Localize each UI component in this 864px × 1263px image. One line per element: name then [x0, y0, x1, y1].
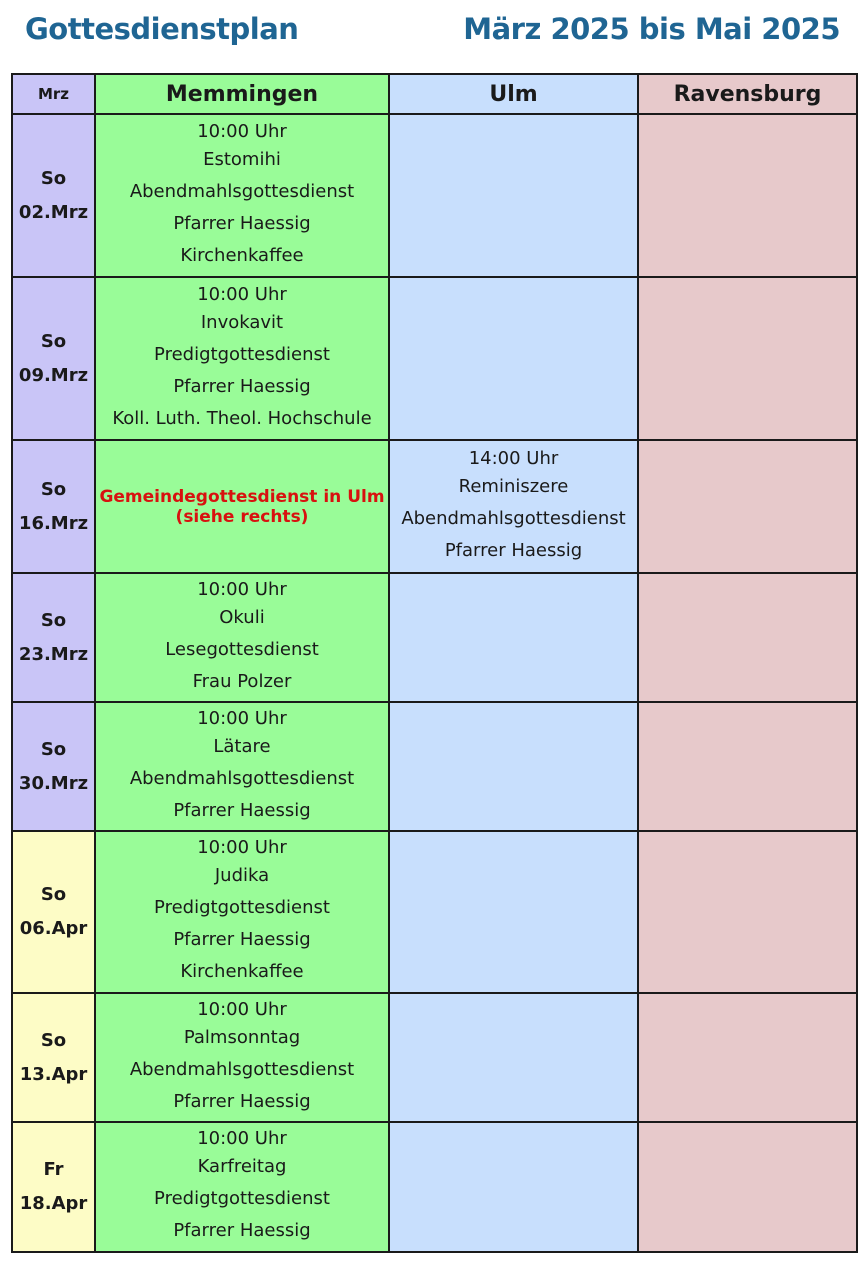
- service-detail: Invokavit: [200, 311, 284, 333]
- ulm-cell: [389, 114, 638, 277]
- weekday-label: So: [40, 167, 67, 189]
- service-entry: [96, 120, 388, 272]
- date-cell: [12, 1122, 95, 1252]
- weekday-label: So: [40, 738, 67, 760]
- note-line: Gemeindegottesdienst in Ulm: [99, 486, 385, 507]
- ulm-cell: [389, 573, 638, 702]
- table-row: [12, 440, 857, 573]
- redirect-note: [96, 487, 388, 527]
- service-detail: Predigtgottesdienst: [154, 897, 330, 918]
- service-time: 10:00 Uhr: [197, 707, 287, 729]
- service-detail: Estomihi: [203, 148, 281, 170]
- service-detail: Koll. Luth. Theol. Hochschule: [112, 407, 372, 429]
- service-detail: Karfreitag: [197, 1156, 287, 1177]
- table-row: [12, 1122, 857, 1252]
- service-time: 10:00 Uhr: [197, 578, 287, 600]
- service-entry: [96, 998, 388, 1118]
- service-detail: Lesegottesdienst: [165, 638, 319, 660]
- ravensburg-cell: [638, 1122, 857, 1252]
- service-time: 10:00 Uhr: [197, 998, 287, 1020]
- service-entry: [96, 707, 388, 827]
- service-entry: [96, 1127, 388, 1247]
- service-time: 10:00 Uhr: [197, 837, 287, 858]
- memmingen-cell: [95, 993, 389, 1122]
- table-row: [12, 573, 857, 702]
- weekday-label: So: [40, 1029, 67, 1051]
- date-label: 02.Mrz: [18, 201, 89, 223]
- service-detail: Pfarrer Haessig: [173, 799, 311, 821]
- ravensburg-cell: [638, 277, 857, 440]
- page-header: [0, 0, 864, 70]
- memmingen-cell: [95, 702, 389, 831]
- table-header-row: [12, 74, 857, 114]
- schedule-body: [12, 114, 857, 1252]
- date-cell: [12, 993, 95, 1122]
- ravensburg-header: Ravensburg: [638, 74, 857, 114]
- memmingen-header: Memmingen: [95, 74, 389, 114]
- service-detail: Pfarrer Haessig: [173, 1090, 311, 1112]
- service-detail: Okuli: [219, 606, 265, 628]
- date-cell: [12, 702, 95, 831]
- date-label: 30.Mrz: [18, 772, 89, 794]
- service-entry: [96, 836, 388, 988]
- date-label: 06.Apr: [19, 918, 88, 939]
- table-row: [12, 114, 857, 277]
- weekday-label: So: [40, 330, 67, 352]
- service-detail: Abendmahlsgottesdienst: [401, 507, 626, 529]
- ulm-cell: [389, 277, 638, 440]
- table-row: [12, 993, 857, 1122]
- service-entry: [96, 283, 388, 435]
- date-label: 09.Mrz: [18, 364, 89, 386]
- weekday-label: So: [40, 478, 67, 500]
- note-line: (siehe rechts): [175, 506, 309, 527]
- memmingen-cell: [95, 1122, 389, 1252]
- service-detail: Pfarrer Haessig: [444, 539, 583, 561]
- memmingen-cell: [95, 573, 389, 702]
- period-title: März 2025 bis Mai 2025: [463, 12, 840, 46]
- service-detail: Kirchenkaffee: [180, 961, 304, 982]
- date-label: 23.Mrz: [18, 643, 89, 665]
- ulm-cell: [389, 831, 638, 993]
- table-row: [12, 277, 857, 440]
- service-detail: Predigtgottesdienst: [154, 1188, 330, 1209]
- page-title: Gottesdienstplan: [25, 12, 299, 46]
- ulm-cell: [389, 993, 638, 1122]
- date-label: 18.Apr: [19, 1193, 88, 1214]
- date-cell: [12, 831, 95, 993]
- ravensburg-cell: [638, 440, 857, 573]
- service-detail: Pfarrer Haessig: [173, 1220, 311, 1241]
- date-label: 16.Mrz: [18, 512, 89, 534]
- date-cell: [12, 114, 95, 277]
- date-cell: [12, 277, 95, 440]
- service-detail: Abendmahlsgottesdienst: [129, 180, 355, 202]
- ulm-cell: [389, 440, 638, 573]
- service-detail: Lätare: [213, 735, 271, 757]
- ulm-cell: [389, 702, 638, 831]
- service-detail: Judika: [214, 865, 270, 886]
- service-detail: Pfarrer Haessig: [173, 929, 311, 950]
- service-time: 10:00 Uhr: [197, 120, 287, 142]
- ulm-header: Ulm: [389, 74, 638, 114]
- service-time: 10:00 Uhr: [197, 283, 287, 305]
- ravensburg-cell: [638, 993, 857, 1122]
- memmingen-cell: [95, 440, 389, 573]
- date-cell: [12, 573, 95, 702]
- memmingen-cell: [95, 831, 389, 993]
- service-time: 14:00 Uhr: [468, 447, 559, 469]
- ulm-cell: [389, 1122, 638, 1252]
- weekday-label: Fr: [43, 1159, 64, 1180]
- service-detail: Abendmahlsgottesdienst: [129, 1058, 355, 1080]
- month-header: Mrz: [12, 74, 95, 114]
- ravensburg-cell: [638, 702, 857, 831]
- weekday-label: So: [40, 884, 67, 905]
- service-detail: Frau Polzer: [192, 670, 292, 692]
- service-detail: Pfarrer Haessig: [173, 375, 311, 397]
- service-entry: [390, 447, 637, 567]
- date-cell: [12, 440, 95, 573]
- service-detail: Predigtgottesdienst: [154, 343, 330, 365]
- ravensburg-cell: [638, 573, 857, 702]
- date-label: 13.Apr: [19, 1063, 88, 1085]
- service-entry: [96, 578, 388, 698]
- service-detail: Reminiszere: [458, 475, 569, 497]
- ravensburg-cell: [638, 114, 857, 277]
- service-detail: Pfarrer Haessig: [173, 212, 311, 234]
- table-row: [12, 831, 857, 993]
- service-time: 10:00 Uhr: [197, 1128, 287, 1149]
- table-row: [12, 702, 857, 831]
- ravensburg-cell: [638, 831, 857, 993]
- memmingen-cell: [95, 277, 389, 440]
- service-detail: Abendmahlsgottesdienst: [129, 767, 355, 789]
- weekday-label: So: [40, 609, 67, 631]
- memmingen-cell: [95, 114, 389, 277]
- service-detail: Kirchenkaffee: [180, 244, 304, 266]
- service-detail: Palmsonntag: [183, 1026, 301, 1048]
- service-schedule-table: [11, 73, 858, 1253]
